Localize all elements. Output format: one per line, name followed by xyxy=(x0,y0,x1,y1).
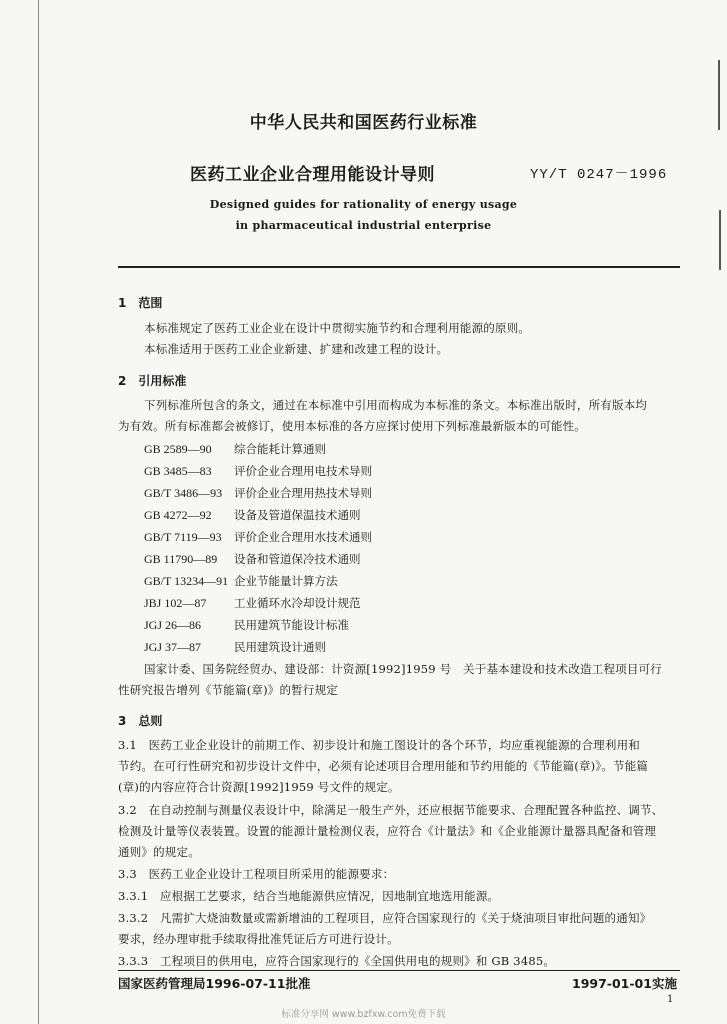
clause-3-1-line-2: 节约。在可行性研究和初步设计文件中，必须有论述项目合理用能和节约用能的《节能篇(章)》。节能篇 xyxy=(118,759,649,773)
watermark: 标准分享网 www.bzfxw.com免费下载 xyxy=(281,1009,446,1020)
reference-item xyxy=(144,529,372,545)
reference-code: GB 3485—83 xyxy=(144,464,212,478)
reference-item xyxy=(144,617,349,633)
reference-code: JBJ 102—87 xyxy=(144,596,207,610)
referenced-document-line-2: 性研究报告增列《节能篇(章)》的暂行规定 xyxy=(118,683,338,697)
section-3-heading: 3 总则 xyxy=(118,714,163,728)
footer-divider xyxy=(118,970,680,971)
reference-name: 民用建筑设计通则 xyxy=(234,640,326,654)
reference-item xyxy=(144,441,326,457)
referenced-document-line-1: 国家计委、国务院经贸办、建设部：计资源[1992]1959 号 关于基本建设和技术改造工程项目可行 xyxy=(144,662,662,676)
section-1-paragraph-2: 本标准适用于医药工业企业新建、扩建和改建工程的设计。 xyxy=(144,342,449,356)
document-title: 医药工业企业合理用能设计导则 xyxy=(190,165,435,185)
standard-code: YY/T 0247－1996 xyxy=(530,167,668,183)
section-2-intro-line-2: 为有效。所有标准都会被修订，使用本标准的各方应探讨使用下列标准最新版本的可能性。 xyxy=(118,419,586,433)
clause-3-2-line-2: 检测及计量等仪表装置。设置的能源计量检测仪表，应符合《计量法》和《企业能源计量器具配备和管理 xyxy=(118,824,657,838)
reference-code: GB 4272—92 xyxy=(144,508,212,522)
reference-name: 设备和管道保冷技术通则 xyxy=(234,552,361,566)
reference-code: GB/T 13234—91 xyxy=(144,574,229,588)
english-title-line-1: Designed guides for rationality of energy usage xyxy=(209,198,518,211)
reference-item xyxy=(144,639,326,655)
clause-3-3: 3.3 医药工业企业设计工程项目所采用的能源要求： xyxy=(118,867,395,881)
section-2-intro-line-1: 下列标准所包含的条文，通过在本标准中引用而构成为本标准的条文。本标准出版时，所有版本均 xyxy=(144,398,648,412)
section-1-heading: 1 范围 xyxy=(118,296,163,310)
reference-name: 企业节能量计算方法 xyxy=(234,574,338,588)
issuing-organization: 中华人民共和国医药行业标准 xyxy=(249,113,478,133)
clause-3-2-line-1: 3.2 在自动控制与测量仪表设计中，除满足一般生产外，还应根据节能要求、合理配置各种监控、调节、 xyxy=(118,803,664,817)
reference-name: 综合能耗计算通则 xyxy=(234,442,326,456)
clause-3-3-2-line-1: 3.3.2 凡需扩大烧油数量或需新增油的工程项目，应符合国家现行的《关于烧油项目审批问题的通知》 xyxy=(118,911,652,925)
reference-code: GB/T 3486—93 xyxy=(144,486,223,500)
reference-item xyxy=(144,463,372,479)
reference-item xyxy=(144,573,338,589)
scan-edge-left xyxy=(38,0,39,1024)
reference-name: 评价企业合理用热技术导则 xyxy=(234,486,372,500)
reference-name: 评价企业合理用电技术导则 xyxy=(234,464,372,478)
reference-item xyxy=(144,551,361,567)
reference-code: GB 2589—90 xyxy=(144,442,212,456)
clause-3-2-line-3: 通则》的规定。 xyxy=(118,845,200,859)
reference-code: GB/T 7119—93 xyxy=(144,530,222,544)
header-divider xyxy=(118,266,680,268)
section-1-paragraph-1: 本标准规定了医药工业企业在设计中贯彻实施节约和合理利用能源的原则。 xyxy=(144,321,531,335)
effective-date: 1997-01-01实施 xyxy=(572,976,677,991)
section-2-heading: 2 引用标准 xyxy=(118,374,187,388)
clause-3-3-3: 3.3.3 工程项目的供用电，应符合国家现行的《全国供用电的规则》和 GB 3485。 xyxy=(118,954,556,968)
english-title-line-2: in pharmaceutical industrial enterprise xyxy=(235,219,492,232)
reference-name: 设备及管道保温技术通则 xyxy=(234,508,361,522)
clause-3-3-1: 3.3.1 应根据工艺要求，结合当地能源供应情况，因地制宜地选用能源。 xyxy=(118,889,500,903)
reference-name: 工业循环水冷却设计规范 xyxy=(234,596,361,610)
page-number: 1 xyxy=(667,994,674,1005)
clause-3-3-2-line-2: 要求，经办理审批手续取得批准凭证后方可进行设计。 xyxy=(118,932,399,946)
approval-date: 国家医药管理局1996-07-11批准 xyxy=(118,976,311,991)
clause-3-1-line-3: (章)的内容应符合计资源[1992]1959 号文件的规定。 xyxy=(118,780,400,794)
clause-3-1-line-1: 3.1 医药工业企业设计的前期工作、初步设计和施工图设计的各个环节，均应重视能源的合理利用和 xyxy=(118,738,640,752)
reference-item xyxy=(144,507,361,523)
reference-code: JGJ 26—86 xyxy=(144,618,202,632)
reference-name: 民用建筑节能设计标准 xyxy=(234,618,349,632)
reference-code: JGJ 37—87 xyxy=(144,640,202,654)
reference-item xyxy=(144,595,361,611)
reference-code: GB 11790—89 xyxy=(144,552,218,566)
reference-item xyxy=(144,485,372,501)
reference-name: 评价企业合理用水技术通则 xyxy=(234,530,372,544)
